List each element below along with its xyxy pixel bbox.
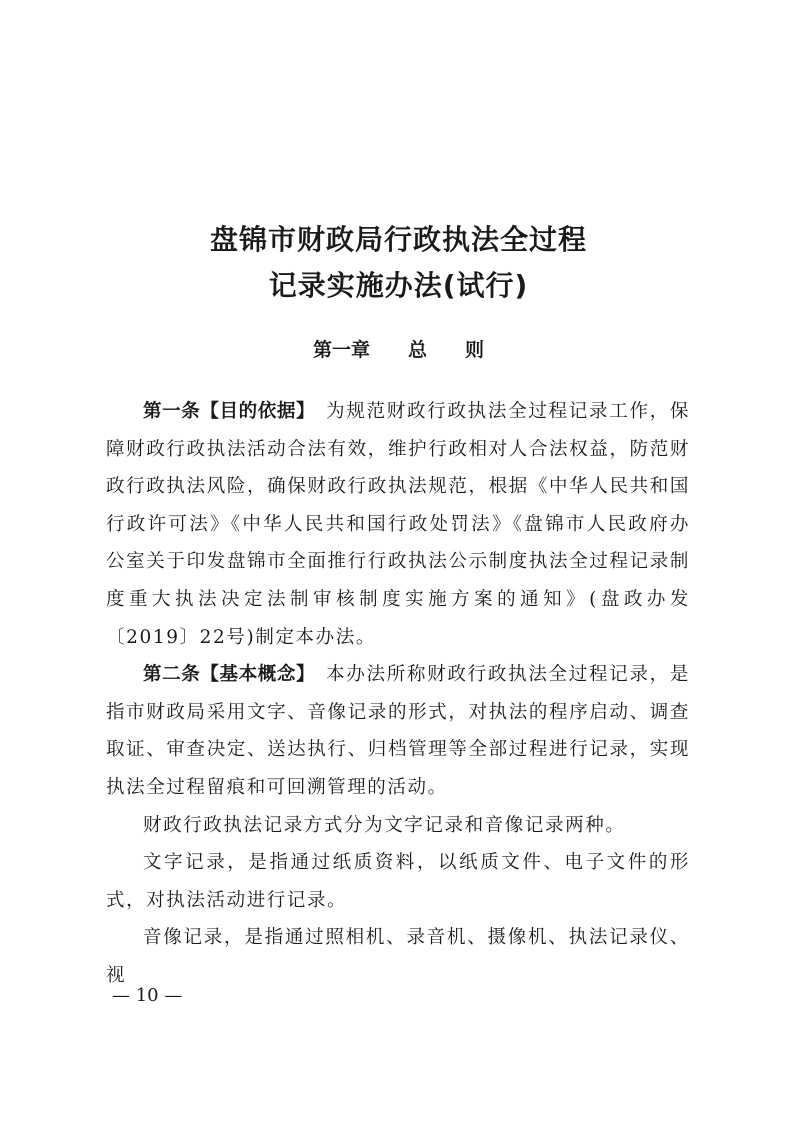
article-2-paragraph [106, 656, 690, 806]
body-text [106, 393, 690, 995]
article-1-text: 为规范财政行政执法全过程记录工作，保障财政行政执法活动合法有效，维护行政相对人合法权益，防范财政行政执法风险，确保财政行政执法规范，根据《中华人民共和国行政许可法》《中华人民共和国行政处罚法》《盘锦市人民政府办公室关于印发盘锦市全面推行行政执法公示制度执法全过程记录制度重大执法决定法制审核制度实施方案的通知》(盘政办发〔2019〕22号)制定本办法。 [106, 401, 690, 648]
article-1-paragraph [106, 393, 690, 656]
article-2-text: 本办法所称财政行政执法全过程记录，是指市财政局采用文字、音像记录的形式，对执法的程序启动、调查取证、审查决定、送达执行、归档管理等全部过程进行记录，实现执法全过程留痕和可回溯管理的活动。 [106, 664, 690, 798]
page-number: — 10 — [112, 985, 183, 1006]
paragraph-record-methods [106, 807, 690, 845]
article-2-heading: 第二条【基本概念】 [143, 664, 306, 686]
paragraph-text-record-text: 文字记录，是指通过纸质资料，以纸质文件、电子文件的形式，对执法活动进行记录。 [106, 852, 690, 911]
document-title-line-1: 盘锦市财政局行政执法全过程 [209, 223, 587, 256]
paragraph-av-record [106, 919, 690, 994]
document-title-line-2: 记录实施办法(试行) [268, 269, 529, 302]
article-1-heading: 第一条【目的依据】 [143, 401, 306, 422]
paragraph-record-methods-text: 财政行政执法记录方式分为文字记录和音像记录两种。 [143, 814, 626, 836]
chapter-heading: 第一章 总 则 [312, 339, 484, 361]
paragraph-av-record-text: 音像记录，是指通过照相机、录音机、摄像机、执法记录仪、视 [106, 927, 690, 986]
paragraph-text-record [106, 844, 690, 919]
